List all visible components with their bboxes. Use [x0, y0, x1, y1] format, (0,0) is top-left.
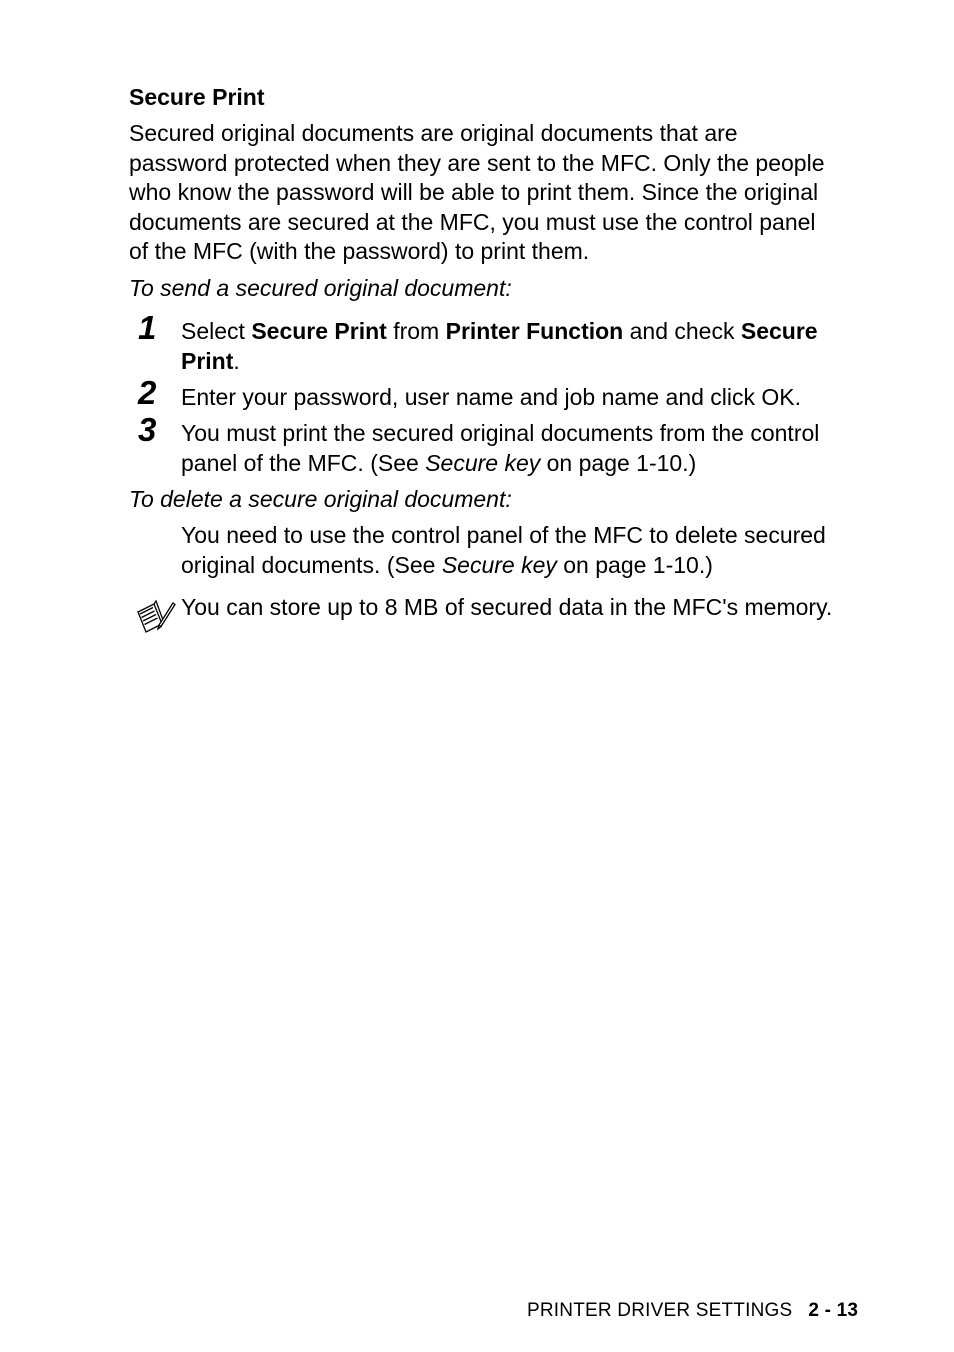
note-text: You can store up to 8 MB of secured data in the MFC's memory. [181, 594, 833, 620]
delete-paragraph [181, 521, 826, 580]
step-number: 3 [138, 411, 157, 448]
step-text [181, 383, 801, 413]
delete-subheading: To delete a secure original document: [129, 486, 512, 512]
delete-line: original documents. (See Secure key on page 1-10.) [181, 551, 713, 578]
intro-line: of the MFC (with the password) to print them. [129, 238, 590, 265]
section-title: Secure Print [129, 84, 265, 110]
intro-line: password protected when they are sent to the MFC. Only the people [129, 149, 825, 176]
step-number: 1 [138, 309, 157, 346]
step-line: Enter your password, user name and job name and click OK. [181, 384, 802, 410]
intro-line: documents are secured at the MFC, you must use the control panel [129, 208, 816, 235]
page-footer [527, 1300, 858, 1322]
footer-section-label: PRINTER DRIVER SETTINGS [527, 1300, 793, 1321]
step-text [181, 419, 819, 478]
step-line: You must print the secured original documents from the control [181, 420, 820, 446]
step-line: Print. [181, 347, 240, 374]
intro-paragraph [129, 119, 825, 267]
note-pencil-icon [134, 598, 176, 636]
step-line: Select Secure Print from Printer Function and check Secure [181, 318, 818, 344]
intro-line: Secured original documents are original documents that are [129, 120, 738, 146]
step-text [181, 317, 818, 376]
footer-page-number: 2 - 13 [808, 1300, 859, 1321]
send-subheading: To send a secured original document: [129, 275, 512, 301]
step-line: panel of the MFC. (See Secure key on page 1-10.) [181, 449, 697, 476]
delete-line: You need to use the control panel of the MFC to delete secured [181, 522, 826, 548]
step-number: 2 [138, 374, 157, 411]
intro-line: who know the password will be able to print them. Since the original [129, 179, 819, 206]
